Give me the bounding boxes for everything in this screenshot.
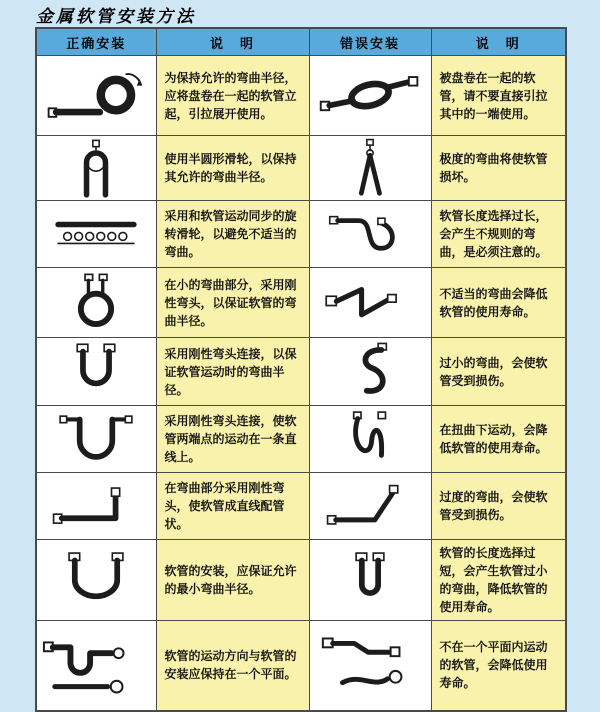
wrong-illustration-cell bbox=[309, 473, 431, 540]
wrong-description: 过小的弯曲，会使软管受到损伤。 bbox=[431, 338, 566, 406]
minimum-bend-radius-wide-u-hose-illustration bbox=[41, 549, 151, 611]
coil-pulled-directly-from-one-end-illustration bbox=[315, 60, 425, 132]
correct-illustration-cell bbox=[36, 473, 156, 540]
table-row bbox=[36, 540, 566, 621]
wrong-description: 被盘卷在一起的软管，请不要直接引拉其中的一端使用。 bbox=[431, 56, 566, 136]
wrong-illustration-cell bbox=[309, 406, 431, 473]
correct-description: 采用刚性弯头连接，使软管两端点的运动在一条直线上。 bbox=[156, 406, 309, 473]
header-wrong-installation: 错误安装 bbox=[309, 28, 431, 56]
table-row bbox=[36, 338, 566, 406]
synchronized-rotating-pulley-illustration bbox=[41, 204, 151, 264]
too-small-bend-s-hook-hose-illustration bbox=[315, 341, 425, 403]
wrong-description: 不适当的弯曲会降低软管的使用寿命。 bbox=[431, 268, 566, 338]
wrong-description: 软管长度选择过长，会产生不规则的弯曲，是必须注意的。 bbox=[431, 201, 566, 268]
table-row bbox=[36, 473, 566, 540]
rigid-elbow-connected-u-hose-illustration bbox=[41, 341, 151, 403]
correct-description: 采用和软管运动同步的旋转滑轮，以避免不适当的弯曲。 bbox=[156, 201, 309, 268]
page-title: 金属软管安装方法 bbox=[36, 7, 196, 27]
out-of-plane-motion-hoses-illustration bbox=[315, 625, 425, 705]
header-description-correct: 说 明 bbox=[156, 28, 309, 56]
correct-description: 在弯曲部分采用刚性弯头，使软管成直线配管状。 bbox=[156, 473, 309, 540]
correct-illustration-cell bbox=[36, 56, 156, 136]
wrong-illustration-cell bbox=[309, 540, 431, 621]
wrong-illustration-cell bbox=[309, 56, 431, 136]
correct-description: 软管的运动方向与软管的安装应保持在一个平面。 bbox=[156, 621, 309, 711]
header-description-wrong: 说 明 bbox=[431, 28, 566, 56]
table-row bbox=[36, 621, 566, 711]
wrong-illustration-cell bbox=[309, 621, 431, 711]
correct-description: 为保持允许的弯曲半径，应将盘卷在一起的软管立起，引拉展开使用。 bbox=[156, 56, 309, 136]
header-correct-installation: 正确安装 bbox=[36, 28, 156, 56]
correct-illustration-cell bbox=[36, 338, 156, 406]
rigid-elbow-small-bend-loop-illustration bbox=[41, 271, 151, 335]
correct-description: 采用刚性弯头连接，以保证软管运动时的弯曲半径。 bbox=[156, 338, 309, 406]
wrong-description: 过度的弯曲，会使软管受到损伤。 bbox=[431, 473, 566, 540]
wrong-description: 在扭曲下运动，会降低软管的使用寿命。 bbox=[431, 406, 566, 473]
wrong-illustration-cell bbox=[309, 268, 431, 338]
correct-illustration-cell bbox=[36, 201, 156, 268]
correct-description: 软管的安装，应保证允许的最小弯曲半径。 bbox=[156, 540, 309, 621]
wrong-illustration-cell bbox=[309, 338, 431, 406]
hose-over-semicircular-pulley-illustration bbox=[41, 138, 151, 198]
wrong-description: 极度的弯曲将使软管损坏。 bbox=[431, 136, 566, 201]
coiled-hose-stood-up-unrolling-illustration bbox=[41, 60, 151, 132]
correct-description: 使用半圆形滑轮，以保持其允许的弯曲半径。 bbox=[156, 136, 309, 201]
correct-description: 在小的弯曲部分，采用刚性弯头，以保证软管的弯曲半径。 bbox=[156, 268, 309, 338]
overbent-corner-hose-illustration bbox=[315, 475, 425, 537]
correct-illustration-cell bbox=[36, 621, 156, 711]
wrong-illustration-cell bbox=[309, 136, 431, 201]
installation-methods-table bbox=[35, 27, 567, 712]
wrong-description: 软管的长度选择过短，会产生软管过小的弯曲，降低软管的使用寿命。 bbox=[431, 540, 566, 621]
correct-illustration-cell bbox=[36, 406, 156, 473]
table-row bbox=[36, 136, 566, 201]
twisted-motion-hose-illustration bbox=[315, 408, 425, 470]
correct-illustration-cell bbox=[36, 268, 156, 338]
wrong-illustration-cell bbox=[309, 201, 431, 268]
table-row bbox=[36, 56, 566, 136]
table-row bbox=[36, 268, 566, 338]
improper-sharp-zigzag-bend-illustration bbox=[315, 271, 425, 335]
header-row bbox=[36, 28, 566, 56]
correct-illustration-cell bbox=[36, 540, 156, 621]
table-row bbox=[36, 201, 566, 268]
overlong-hose-irregular-loop-illustration bbox=[315, 204, 425, 264]
too-short-hose-narrow-u-illustration bbox=[315, 549, 425, 611]
straight-piping-with-rigid-elbow-illustration bbox=[41, 475, 151, 537]
table-row bbox=[36, 406, 566, 473]
single-plane-motion-trap-hose-illustration bbox=[41, 625, 151, 705]
aligned-endpoints-u-hose-illustration bbox=[41, 408, 151, 470]
correct-illustration-cell bbox=[36, 136, 156, 201]
wrong-description: 不在一个平面内运动的软管，会降低使用寿命。 bbox=[431, 621, 566, 711]
extremely-bent-hanging-hose-illustration bbox=[315, 138, 425, 198]
